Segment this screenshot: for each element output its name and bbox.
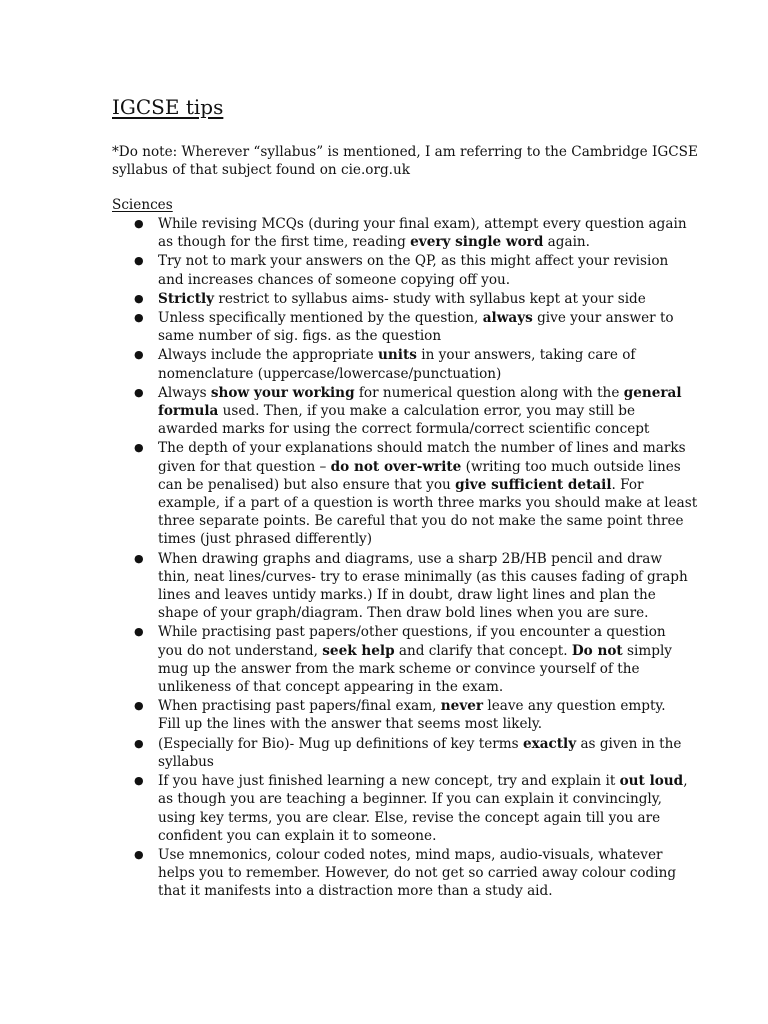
tip-line — [158, 586, 692, 604]
tip-item — [112, 439, 698, 548]
tip-item — [112, 697, 692, 733]
tip-text: If you have just finished learning a new concept, try and explain it — [158, 773, 620, 790]
page-title: IGCSE tips — [112, 95, 224, 119]
tip-text: and increases chances of someone copying off you. — [158, 271, 511, 288]
tip-emphasis: Strictly — [158, 290, 215, 307]
tips-list — [112, 215, 698, 902]
tip-emphasis: formula — [158, 403, 219, 420]
syllabus-note — [112, 143, 698, 179]
tip-text: helps you to remember. However, do not get so carried away colour coding — [158, 865, 677, 882]
note-line: syllabus of that subject found on cie.org.uk — [112, 162, 410, 178]
tip-line — [158, 271, 692, 289]
tip-text: Try not to mark your answers on the QP, as this might affect your revision — [158, 253, 669, 270]
tip-text: simply — [622, 642, 672, 659]
tip-line — [158, 550, 692, 568]
tip-item — [112, 735, 692, 771]
tip-line — [158, 365, 692, 383]
tip-text: give your answer to — [532, 310, 674, 327]
tip-text: (writing too much outside lines — [461, 458, 681, 475]
tip-text: given for that question – — [158, 458, 331, 475]
tip-emphasis: always — [482, 310, 533, 327]
tip-text: and clarify that concept. — [394, 642, 572, 659]
tip-emphasis: do not over-write — [330, 458, 462, 475]
tip-line — [158, 494, 698, 512]
tip-text: syllabus — [158, 753, 214, 770]
tip-text: When drawing graphs and diagrams, use a sharp 2B/HB pencil and draw — [158, 550, 663, 567]
tip-emphasis: show your working — [210, 384, 355, 401]
tip-line — [158, 346, 692, 364]
tip-text: that it manifests into a distraction more than a study aid. — [158, 883, 553, 900]
bullet-icon: ● — [134, 348, 144, 362]
tip-text: unlikeness of that concept appearing in the exam. — [158, 679, 504, 696]
tip-text: nomenclature (uppercase/lowercase/punctuation) — [158, 365, 502, 382]
tip-text: Always include the appropriate — [158, 347, 379, 364]
tip-emphasis: exactly — [522, 735, 577, 752]
tip-line — [158, 309, 692, 327]
tip-text: used. Then, if you make a calculation error, you may still be — [218, 403, 636, 420]
tip-line — [158, 512, 692, 530]
tip-line — [158, 568, 692, 586]
tip-emphasis: never — [440, 698, 484, 715]
tip-text: example, if a part of a question is worth three marks you should make at least — [158, 495, 698, 512]
tip-line — [158, 623, 692, 641]
tip-text: Fill up the lines with the answer that seems most likely. — [158, 716, 543, 733]
tip-text: shape of your graph/diagram. Then draw bold lines when you are sure. — [158, 605, 649, 622]
tip-line — [158, 530, 692, 548]
tip-text: in your answers, taking care of — [416, 347, 636, 364]
tip-text: awarded marks for using the correct formula/correct scientific concept — [158, 421, 650, 438]
tip-line — [158, 604, 692, 622]
tip-emphasis: general — [623, 384, 682, 401]
tip-line — [158, 809, 692, 827]
tip-text: thin, neat lines/curves- try to erase minimally (as this causes fading of graph — [158, 568, 688, 585]
tip-line — [158, 678, 692, 696]
tip-item — [112, 384, 692, 439]
tip-text: The depth of your explanations should match the number of lines and marks — [158, 440, 686, 457]
tip-emphasis: units — [378, 347, 417, 364]
tip-line — [158, 290, 692, 308]
bullet-icon: ● — [134, 291, 144, 305]
tip-text: mug up the answer from the mark scheme or convince yourself of the — [158, 660, 640, 677]
tip-text: as given in the — [576, 735, 682, 752]
bullet-icon: ● — [134, 625, 144, 639]
tip-line — [158, 642, 692, 660]
section-heading-sciences: Sciences — [112, 197, 173, 213]
tip-text: again. — [543, 234, 590, 251]
tip-item — [112, 846, 692, 901]
tip-text: lines and leaves untidy marks.) If in doubt, draw light lines and plan the — [158, 587, 656, 604]
tip-line — [158, 215, 692, 233]
tip-text: as though you are teaching a beginner. If you can explain it convincingly, — [158, 791, 662, 808]
tip-line — [158, 420, 692, 438]
tip-emphasis: seek help — [322, 642, 395, 659]
tip-item — [112, 309, 692, 345]
tip-item — [112, 346, 692, 382]
bullet-icon: ● — [134, 311, 144, 325]
note-line: *Do note: Wherever “syllabus” is mentioned, I am referring to the Cambridge IGCSE — [112, 144, 698, 160]
tip-line — [158, 827, 692, 845]
tip-item — [112, 623, 692, 696]
tip-text: using key terms, you are clear. Else, revise the concept again till you are — [158, 809, 661, 826]
tip-emphasis: every single word — [410, 234, 544, 251]
tip-text: When practising past papers/final exam, — [158, 698, 441, 715]
tip-text: same number of sig. figs. as the question — [158, 328, 442, 345]
tip-line — [158, 846, 692, 864]
tip-line — [158, 697, 692, 715]
tip-text: leave any question empty. — [483, 698, 666, 715]
tip-item — [112, 252, 692, 288]
bullet-icon: ● — [134, 736, 144, 750]
tip-text: Always — [158, 384, 211, 401]
tip-emphasis: give sufficient detail — [455, 476, 612, 493]
tip-text: While practising past papers/other questions, if you encounter a question — [158, 624, 666, 641]
tip-item — [112, 550, 692, 623]
bullet-icon: ● — [134, 551, 144, 565]
tip-item — [112, 290, 692, 308]
tip-line — [158, 439, 692, 457]
tip-line — [158, 384, 692, 402]
tip-text: Unless specifically mentioned by the question, — [158, 310, 483, 327]
tip-line — [158, 790, 692, 808]
tip-line — [158, 715, 692, 733]
bullet-icon: ● — [134, 699, 144, 713]
tip-text: Use mnemonics, colour coded notes, mind maps, audio-visuals, whatever — [158, 846, 663, 863]
tip-text: , — [683, 773, 688, 790]
tip-line — [158, 882, 692, 900]
tip-line — [158, 458, 692, 476]
bullet-icon: ● — [134, 847, 144, 861]
tip-line — [158, 660, 692, 678]
tip-text: three separate points. Be careful that you do not make the same point three — [158, 513, 684, 530]
bullet-icon: ● — [134, 774, 144, 788]
tip-text: times (just phrased differently) — [158, 531, 373, 548]
bullet-icon: ● — [134, 254, 144, 268]
tip-text: (Especially for Bio)- Mug up definitions of key terms — [158, 735, 523, 752]
tip-line — [158, 476, 692, 494]
tip-line — [158, 402, 692, 420]
tip-emphasis: out loud — [619, 773, 684, 790]
tip-text: restrict to syllabus aims- study with syllabus kept at your side — [214, 290, 646, 307]
bullet-icon: ● — [134, 441, 144, 455]
bullet-icon: ● — [134, 385, 144, 399]
tip-line — [158, 252, 692, 270]
tip-line — [158, 753, 692, 771]
tip-text: While revising MCQs (during your final exam), attempt every question again — [158, 216, 687, 232]
tip-line — [158, 772, 692, 790]
tip-text: you do not understand, — [158, 642, 323, 659]
tip-line — [158, 327, 692, 345]
bullet-icon: ● — [134, 217, 144, 230]
tip-line — [158, 735, 692, 753]
tip-text: confident you can explain it to someone. — [158, 827, 437, 844]
tip-item — [112, 772, 692, 845]
tip-text: for numerical question along with the — [354, 384, 624, 401]
tip-text: . For — [611, 476, 644, 493]
tip-line — [158, 864, 692, 882]
tip-item — [112, 215, 692, 251]
tip-emphasis: Do not — [571, 642, 623, 659]
tip-text: can be penalised) but also ensure that you — [158, 476, 456, 493]
tip-text: as though for the first time, reading — [158, 234, 411, 251]
tip-line — [158, 233, 692, 251]
